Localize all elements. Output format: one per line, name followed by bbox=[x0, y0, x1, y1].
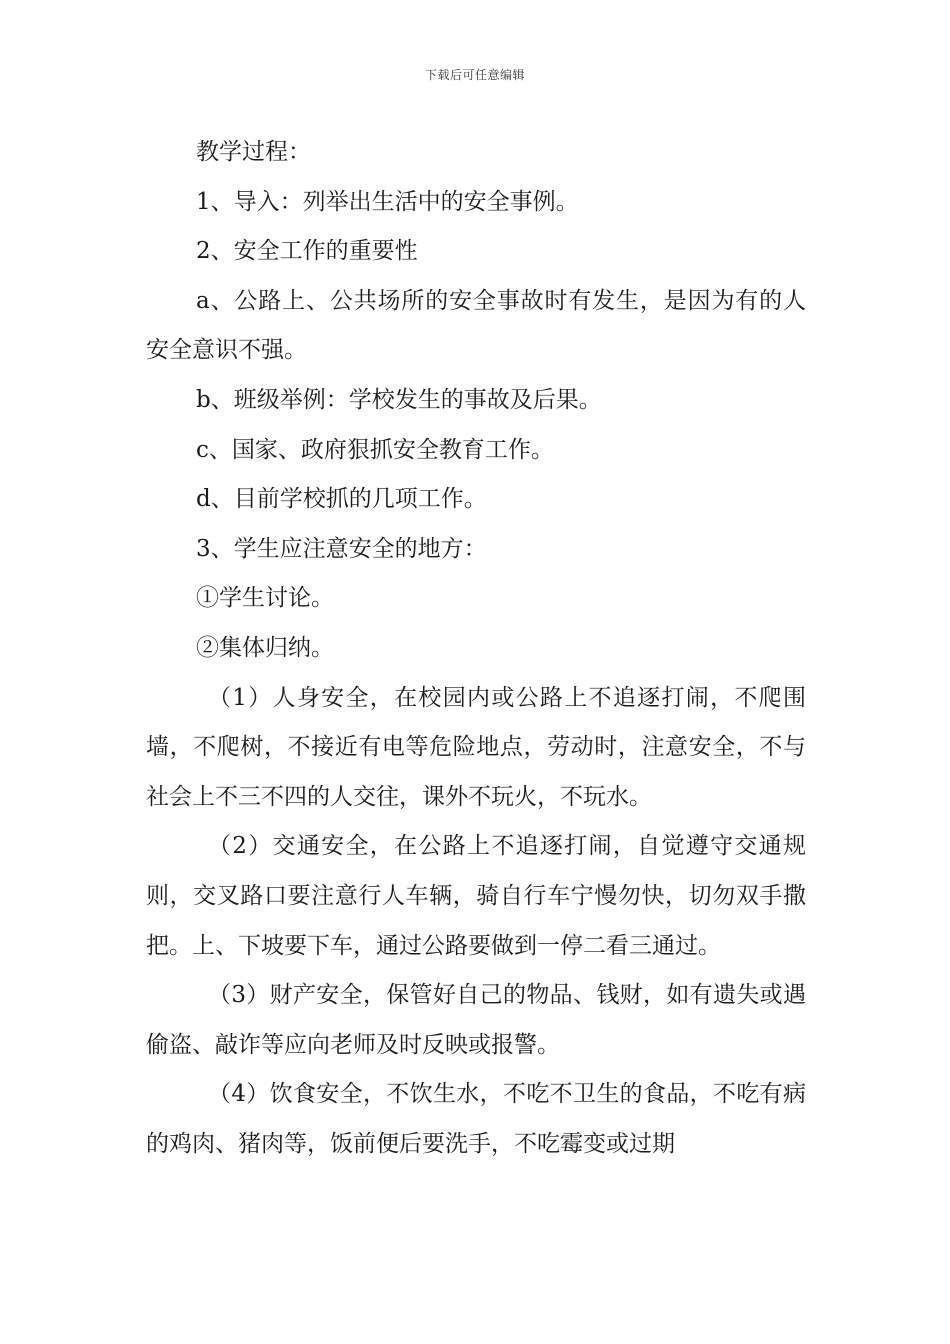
section-heading-teaching-process: 教学过程： bbox=[196, 139, 311, 165]
page-header: 下载后可任意编辑 bbox=[424, 68, 525, 82]
paragraph-property-safety: （3）财产安全，保管好自己的物品、钱财，如有遗失或遇偷盗、敲诈等应向老师及时反映或报警。 bbox=[146, 982, 806, 1058]
paragraph-discussion: ①学生讨论。 bbox=[196, 585, 334, 612]
paragraph-personal-safety: （1）人身安全，在校园内或公路上不追逐打闹，不爬围墙，不爬树，不接近有电等危险地点，劳动时，注意安全，不与社会上不三不四的人交往，课外不玩火，不玩水。 bbox=[146, 684, 806, 810]
paragraph-traffic-safety: （2）交通安全，在公路上不追逐打闹，自觉遵守交通规则，交叉路口要注意行人车辆，骑自行车宁慢勿快，切勿双手撒把。上、下坡要下车，通过公路要做到一停二看三通过。 bbox=[146, 833, 806, 959]
paragraph-item-d: d、目前学校抓的几项工作。 bbox=[196, 486, 487, 513]
paragraph-item-c: c、国家、政府狠抓安全教育工作。 bbox=[196, 436, 554, 463]
paragraph-summary: ②集体归纳。 bbox=[196, 634, 334, 661]
paragraph-food-safety: （4）饮食安全，不饮生水，不吃不卫生的食品，不吃有病的鸡肉、猪肉等，饭前便后要洗手，不吃霉变或过期 bbox=[146, 1081, 806, 1157]
paragraph-item-a: a、公路上、公共场所的安全事故时有发生，是因为有的人安全意识不强。 bbox=[146, 287, 806, 364]
document-body bbox=[146, 128, 806, 1169]
paragraph-safety-places: 3、学生应注意安全的地方： bbox=[196, 535, 487, 562]
paragraph-introduction: 1、导入：列举出生活中的安全事例。 bbox=[196, 188, 579, 215]
paragraph-importance: 2、安全工作的重要性 bbox=[196, 238, 418, 265]
paragraph-item-b: b、班级举例：学校发生的事故及后果。 bbox=[196, 386, 602, 413]
